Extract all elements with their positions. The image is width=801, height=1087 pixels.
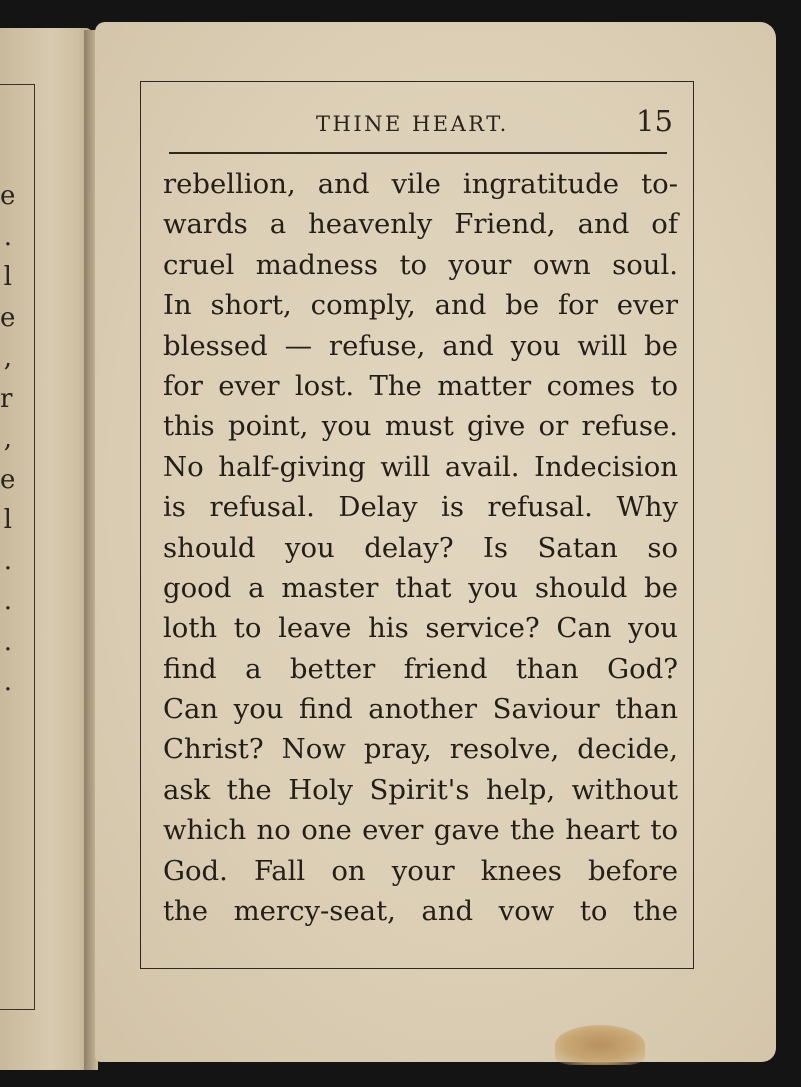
edge-glyph: . bbox=[3, 221, 12, 252]
text-line: blessed — refuse, and you will be bbox=[163, 329, 678, 362]
edge-glyph: , bbox=[3, 424, 12, 454]
edge-glyph: e bbox=[0, 464, 16, 495]
edge-glyph: l bbox=[3, 262, 12, 292]
text-line: In short, comply, and be for ever bbox=[163, 289, 678, 322]
body-text bbox=[163, 164, 678, 931]
text-line: good a master that you should be bbox=[163, 571, 678, 604]
text-line: should you delay? Is Satan so bbox=[163, 531, 678, 564]
edge-glyph: e bbox=[0, 181, 16, 211]
text-line: the mercy-seat, and vow to the bbox=[163, 895, 678, 928]
edge-glyph: . bbox=[3, 545, 12, 576]
text-line: is refusal. Delay is refusal. Why bbox=[163, 491, 678, 524]
text-line: rebellion, and vile ingratitude to- bbox=[163, 168, 678, 200]
text-line: wards a heavenly Friend, and of bbox=[163, 208, 678, 241]
text-line: find a better friend than God? bbox=[163, 652, 678, 685]
text-line: Can you find another Saviour than bbox=[163, 693, 678, 726]
book-page bbox=[95, 22, 776, 1062]
running-header bbox=[141, 104, 693, 144]
text-line: this point, you must give or refuse. bbox=[163, 410, 678, 443]
text-line: God. Fall on your knees before bbox=[163, 854, 678, 887]
text-line: cruel madness to your own soul. bbox=[163, 248, 678, 281]
page-number: 15 bbox=[636, 104, 673, 138]
edge-glyph: e bbox=[0, 302, 16, 333]
text-line: ask the Holy Spirit's help, without bbox=[163, 773, 678, 806]
edge-glyph: . bbox=[3, 667, 12, 697]
edge-glyph: , bbox=[3, 343, 12, 373]
running-title: THINE HEART. bbox=[316, 112, 509, 136]
edge-glyph: l bbox=[3, 505, 12, 535]
text-line: loth to leave his service? Can you bbox=[163, 612, 678, 645]
text-line: which no one ever gave the heart to bbox=[163, 814, 678, 847]
text-line: for ever lost. The matter comes to bbox=[163, 369, 678, 402]
previous-page-text-fragments bbox=[0, 176, 16, 703]
page-border-frame bbox=[140, 81, 694, 969]
paper-stain bbox=[555, 1025, 645, 1065]
edge-glyph: . bbox=[3, 586, 12, 616]
edge-glyph: . bbox=[3, 626, 12, 657]
previous-page-edge bbox=[0, 28, 92, 1070]
header-rule bbox=[169, 152, 667, 154]
text-line: No half-giving will avail. Indecision bbox=[163, 450, 678, 483]
text-line: Christ? Now pray, resolve, decide, bbox=[163, 733, 678, 766]
edge-glyph: r bbox=[0, 383, 13, 414]
